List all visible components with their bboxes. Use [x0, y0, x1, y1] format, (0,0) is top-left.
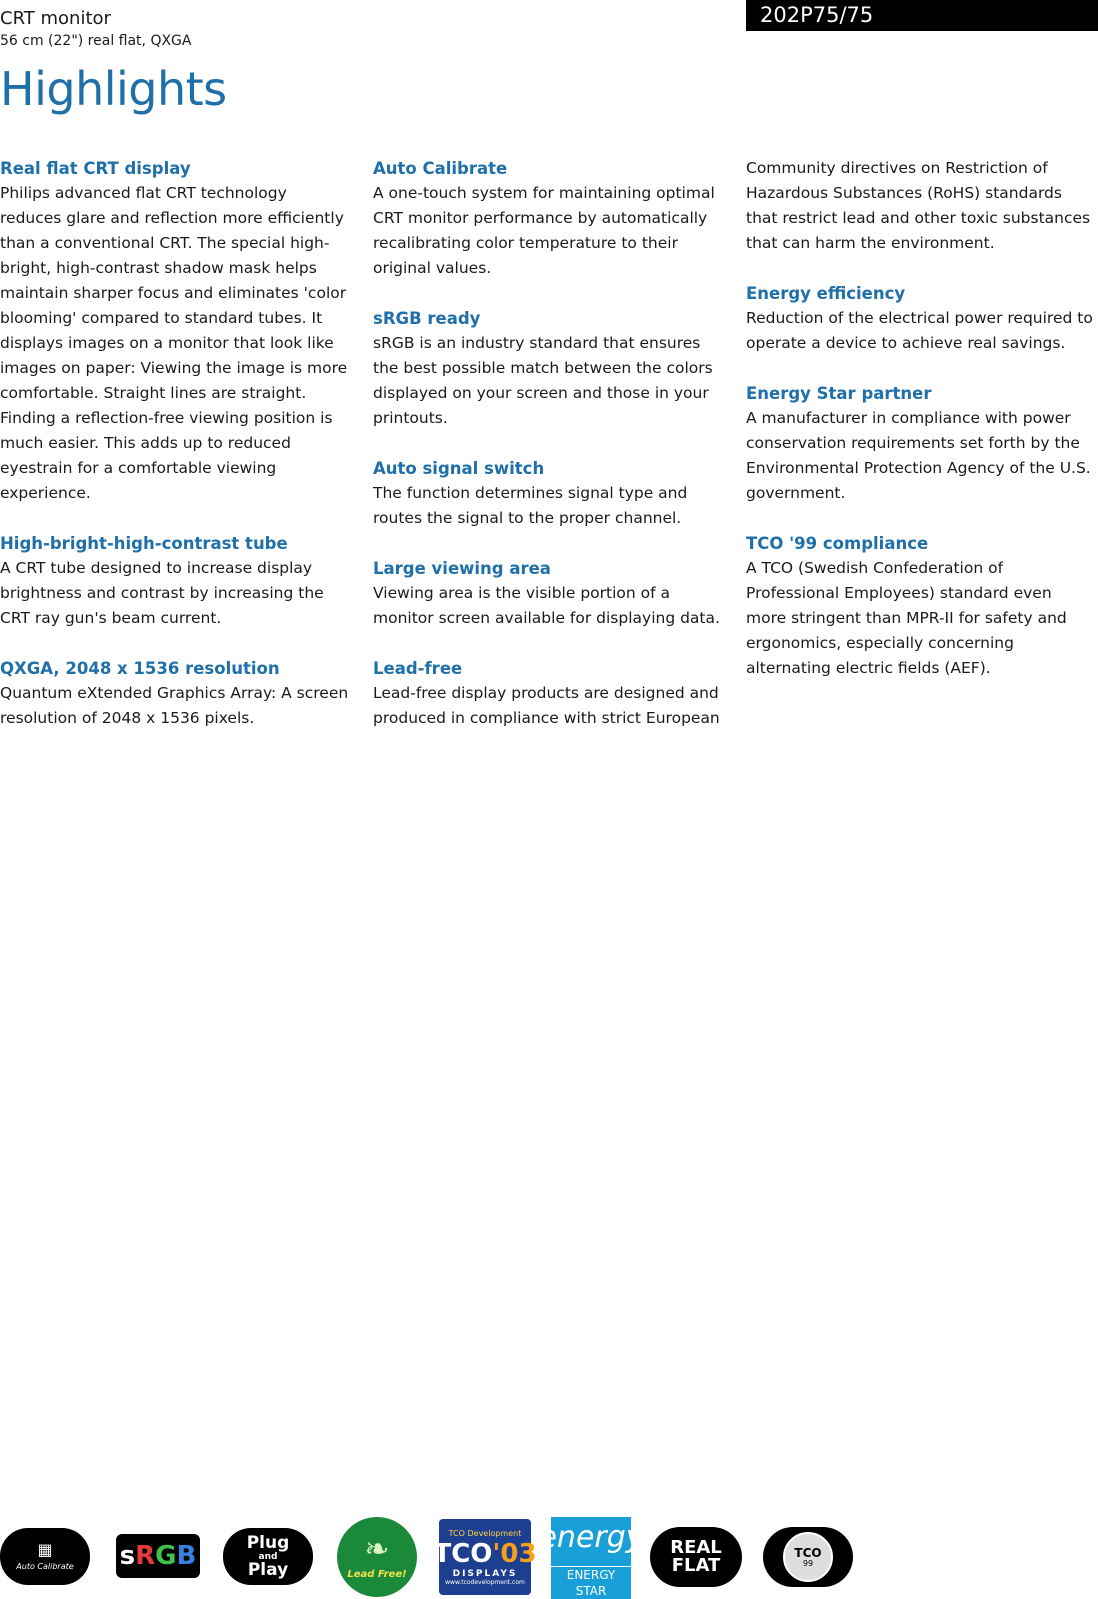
feature-srgb	[373, 306, 723, 431]
tco03-line2	[433, 1539, 536, 1569]
product-subtitle: 56 cm (22") real flat, QXGA	[0, 33, 192, 49]
feature-auto-calibrate	[373, 156, 723, 281]
certification-logos	[0, 1513, 900, 1598]
tco99-seal	[783, 1532, 833, 1582]
tco03-logo	[433, 1519, 537, 1595]
feature-title: Real flat CRT display	[0, 159, 191, 178]
plug-and-play-logo	[223, 1528, 313, 1585]
feature-title: Energy efficiency	[746, 284, 906, 303]
tco99-logo	[763, 1527, 853, 1587]
feature-high-bright	[0, 531, 350, 631]
feature-text: Philips advanced flat CRT technology reduces glare and reflection more efficiently than a conventional CRT. The special high-bright, high-contrast shadow mask helps maintain sharper focus and eliminates 'color blooming' compared to standard tubes. It displays images on a monitor that look like images on paper: Viewing the image is more comfortable. Straight lines are straight. Finding a reflection-free viewing position is much easier. This adds up to reduced eyestrain for a comfortable viewing experience.	[0, 184, 348, 502]
energy-star-logo	[538, 1517, 644, 1599]
feature-title: TCO '99 compliance	[746, 534, 929, 553]
lead-free-logo	[337, 1517, 417, 1597]
product-type: CRT monitor	[0, 8, 111, 29]
auto-calibrate-logo	[0, 1528, 90, 1585]
srgb-s: s	[119, 1541, 136, 1571]
feature-title: High-bright-high-contrast tube	[0, 534, 288, 553]
auto-calibrate-icon: ▦	[37, 1540, 53, 1559]
plug-line3: Play	[247, 1559, 289, 1580]
srgb-g: G	[155, 1541, 177, 1571]
feature-title: Lead-free	[373, 659, 463, 678]
tco03-line4: www.tcodevelopment.com	[445, 1578, 525, 1586]
srgb-logo	[116, 1534, 200, 1578]
plug-line2: and	[258, 1551, 278, 1562]
feature-text: Reduction of the electrical power required to operate a device to achieve real savings.	[746, 309, 1093, 352]
real-flat-line2: FLAT	[671, 1555, 721, 1576]
feature-title: Auto Calibrate	[373, 159, 508, 178]
tco99-line1: TCO	[794, 1545, 822, 1560]
feature-text: A one-touch system for maintaining optimal CRT monitor performance by automatically recalibrating color temperature to their original values.	[373, 184, 715, 277]
real-flat-line1: REAL	[670, 1537, 722, 1558]
energy-star-label: ENERGY STAR	[551, 1566, 631, 1599]
feature-title: Auto signal switch	[373, 459, 545, 478]
energy-star-script: energy	[538, 1519, 644, 1555]
model-bar: 202P75/75	[746, 0, 1098, 31]
feature-tco99	[746, 531, 1096, 681]
leaf-icon: ❧	[364, 1531, 390, 1567]
tco03-year: '03	[492, 1538, 537, 1569]
feature-qxga	[0, 656, 350, 731]
feature-title: Large viewing area	[373, 559, 551, 578]
highlights-column-1	[0, 156, 350, 756]
feature-text: A CRT tube designed to increase display brightness and contrast by increasing the CRT ray gun's beam current.	[0, 559, 324, 627]
tco03-brand: TCO	[433, 1538, 493, 1569]
srgb-r: R	[135, 1541, 156, 1571]
feature-auto-signal	[373, 456, 723, 531]
feature-text: Community directives on Restriction of Hazardous Substances (RoHS) standards that restrict lead and other toxic substances that can harm the environment.	[746, 159, 1091, 252]
feature-text: sRGB is an industry standard that ensures the best possible match between the colors displayed on your screen and those in your printouts.	[373, 334, 713, 427]
feature-title: QXGA, 2048 x 1536 resolution	[0, 659, 280, 678]
feature-large-viewing	[373, 556, 723, 631]
real-flat-logo	[650, 1527, 742, 1587]
feature-energy-efficiency	[746, 281, 1096, 356]
highlights-column-3	[746, 156, 1096, 706]
tco03-line1: TCO Development	[448, 1528, 522, 1538]
feature-title: sRGB ready	[373, 309, 481, 328]
feature-lead-free	[373, 656, 723, 731]
feature-text: Viewing area is the visible portion of a monitor screen available for displaying data.	[373, 584, 720, 627]
tco03-line3: DISPLAYS	[452, 1568, 518, 1579]
feature-title: Energy Star partner	[746, 384, 932, 403]
feature-real-flat	[0, 156, 350, 506]
feature-lead-free-continued	[746, 156, 1096, 256]
feature-text: Quantum eXtended Graphics Array: A screen resolution of 2048 x 1536 pixels.	[0, 684, 349, 727]
feature-text: A manufacturer in compliance with power conservation requirements set forth by the Environmental Protection Agency of the U.S. government.	[746, 409, 1091, 502]
plug-line1: Plug	[246, 1532, 290, 1553]
tco99-line2: 99	[802, 1558, 814, 1568]
srgb-b: B	[176, 1541, 197, 1571]
highlights-column-2	[373, 156, 723, 756]
feature-text: A TCO (Swedish Confederation of Professional Employees) standard even more stringent than MPR-II for safety and ergonomics, especially concerning alternating electric fields (AEF).	[746, 559, 1067, 677]
auto-calibrate-label: Auto Calibrate	[16, 1562, 74, 1571]
feature-text: Lead-free display products are designed and produced in compliance with strict European	[373, 684, 720, 727]
feature-text: The function determines signal type and routes the signal to the proper channel.	[373, 484, 688, 527]
page-title: Highlights	[0, 62, 227, 116]
lead-free-label: Lead Free!	[347, 1568, 407, 1580]
feature-energy-star	[746, 381, 1096, 506]
